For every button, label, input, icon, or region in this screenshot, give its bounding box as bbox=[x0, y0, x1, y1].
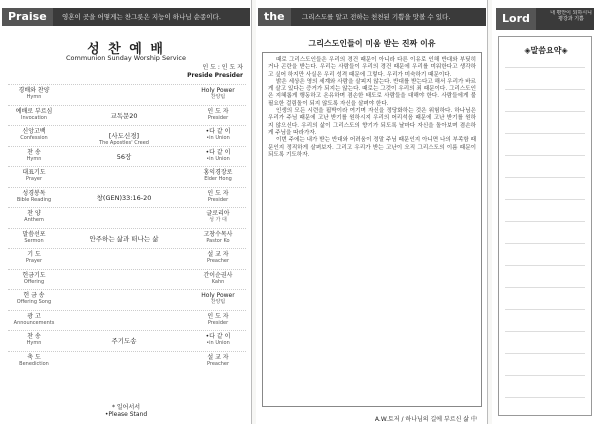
order-item-detail bbox=[64, 131, 184, 146]
order-item-en: Offering Song bbox=[16, 299, 52, 305]
order-item-ko: 찬 송 bbox=[27, 333, 41, 340]
notes-panel bbox=[492, 0, 600, 424]
order-item-ko: 헌금기도 bbox=[22, 271, 46, 279]
order-item-person-ko: 홍익경장로 bbox=[203, 169, 233, 176]
article-paragraph: 이번 주에는 내가 받는 반대와 어려움이 정말 주님 때문인지 아니면 나의 부족함 때문인지 정직하게 살펴보자. 그리고 우리가 받는 고난이 오직 그리스도의 이름 때문이 되도록 기도하자. bbox=[268, 137, 476, 158]
order-item-person bbox=[190, 333, 246, 347]
order-item-person-en: Presider bbox=[207, 319, 229, 326]
order-item-ko: 기 도 bbox=[27, 251, 41, 258]
order-item-en: Bible Reading bbox=[16, 196, 52, 203]
order-item-en: Prayer bbox=[25, 176, 43, 182]
order-item-person-en: 성 가 대 bbox=[209, 217, 227, 223]
leader-en: Preside Presider bbox=[187, 72, 243, 79]
order-item-detail-en: The Apostles' Creed bbox=[99, 140, 149, 146]
order-item-detail bbox=[64, 111, 184, 120]
order-row bbox=[8, 84, 246, 105]
lord-header bbox=[496, 8, 594, 30]
article-body bbox=[262, 52, 482, 407]
order-item-en: Hymn bbox=[26, 155, 42, 162]
order-item-person-ko: 고창수목사 bbox=[203, 230, 233, 238]
order-row bbox=[8, 289, 246, 310]
order-item-detail-main: 안주하는 삶과 떠나는 삶 bbox=[89, 234, 159, 243]
order-row bbox=[8, 207, 246, 228]
order-item-en: Sermon bbox=[24, 237, 44, 244]
lord-subtitle: 내 평안이 되하시니 평강과 기쁨 bbox=[550, 10, 592, 22]
note-line bbox=[505, 133, 585, 134]
order-item-person bbox=[190, 149, 246, 163]
order-item-person bbox=[190, 169, 246, 183]
order-item-ko: 신앙고백 bbox=[22, 128, 46, 135]
order-item-detail-main: 교독문20 bbox=[110, 111, 138, 120]
note-line bbox=[505, 375, 585, 376]
sermon-notes-box[interactable] bbox=[498, 36, 592, 416]
order-list bbox=[8, 84, 246, 371]
article-title: 그리스도인들이 미움 받는 진짜 이유 bbox=[308, 39, 436, 48]
praise-subtitle: 영혼이 곳을 어떻게는 찬그릇은 지능이 하나님 순종이다. bbox=[62, 13, 221, 21]
lord-tag: Lord bbox=[496, 8, 536, 30]
note-line bbox=[505, 89, 585, 90]
stand-ko: * 일어서서 bbox=[111, 404, 141, 411]
note-line bbox=[505, 331, 585, 332]
order-item-ko: 성경봉독 bbox=[22, 189, 46, 197]
order-item-detail-main: 창(GEN)33:16-20 bbox=[96, 193, 152, 202]
order-item-ko: 찬 송 bbox=[27, 148, 41, 156]
order-item-ko: 대표기도 bbox=[22, 169, 46, 176]
order-item-person bbox=[190, 272, 246, 286]
order-item-person bbox=[190, 354, 246, 368]
order-item-person-ko: Holy Power bbox=[201, 87, 235, 94]
order-item-en: Anthem bbox=[24, 217, 44, 223]
order-item-name bbox=[8, 251, 60, 265]
order-item-person-en: Presider bbox=[207, 114, 229, 121]
article-paragraph: 때로 그리스도인들은 우리의 경건 때문이 아니라 다른 이유로 인해 반대와 부딪히거나 곤란을 받는다. 우리는 사람들이 우리의 경건 때문에 우리를 미워한다고 생각하고 싶어 하지만 사실은 우리 성격 때문에 그렇다. 우리가 미숙하기 때문이다. bbox=[268, 57, 476, 78]
order-item-name bbox=[8, 354, 60, 368]
order-item-person bbox=[190, 108, 246, 122]
note-line bbox=[505, 309, 585, 310]
order-item-person bbox=[190, 87, 246, 101]
order-item-person-ko: 간이순권사 bbox=[203, 271, 233, 279]
order-item-detail bbox=[64, 193, 184, 202]
order-item-person-ko: 글로리아 bbox=[206, 210, 230, 217]
order-item-person-en: •in Union bbox=[206, 340, 230, 346]
order-item-person-en: 찬양팀 bbox=[210, 94, 226, 100]
order-item-name bbox=[8, 169, 60, 183]
order-row bbox=[8, 146, 246, 167]
order-row bbox=[8, 166, 246, 187]
order-item-en: Benediction bbox=[19, 360, 49, 367]
order-row bbox=[8, 125, 246, 146]
order-item-ko: 경배와 찬양 bbox=[18, 87, 50, 94]
order-item-person-en: •in Union bbox=[206, 155, 230, 162]
the-tag: the bbox=[258, 8, 291, 26]
order-item-name bbox=[8, 333, 60, 347]
order-item-person-ko: 설 교 자 bbox=[207, 251, 229, 258]
order-row bbox=[8, 248, 246, 269]
article-panel bbox=[256, 0, 488, 424]
order-item-person-ko: 설 교 자 bbox=[207, 353, 229, 361]
article-source: A.W.토저 / 하나님의 길에 부르신 삶 中 bbox=[374, 416, 477, 423]
order-item-name bbox=[8, 108, 60, 122]
order-item-ko: 찬 양 bbox=[27, 210, 41, 217]
stand-note bbox=[0, 404, 252, 418]
order-item-ko: 축 도 bbox=[27, 353, 41, 361]
order-item-person-en: Elder Hong bbox=[204, 176, 232, 182]
service-subtitle: Communion Sunday Worship Service bbox=[66, 54, 186, 62]
order-item-person-en: •in Union bbox=[206, 135, 230, 141]
service-leader bbox=[187, 64, 243, 80]
order-item-person-en: Preacher bbox=[206, 360, 230, 367]
order-item-en: Offering bbox=[23, 278, 45, 285]
order-item-name bbox=[8, 231, 60, 245]
order-item-detail-main: [사도신경] bbox=[108, 132, 140, 140]
sermon-notes-title: ◈말씀요약◈ bbox=[524, 46, 568, 55]
order-item-en: Prayer bbox=[25, 258, 43, 264]
order-item-person bbox=[190, 292, 246, 306]
order-item-detail-main: 56장 bbox=[116, 152, 132, 161]
order-item-name bbox=[8, 272, 60, 286]
order-item-person bbox=[190, 231, 246, 245]
order-item-person-ko: •다 같 이 bbox=[205, 148, 231, 156]
order-item-person bbox=[190, 251, 246, 265]
note-line bbox=[505, 155, 585, 156]
order-item-person-ko: •다 같 이 bbox=[205, 128, 231, 135]
order-item-person bbox=[190, 190, 246, 204]
order-row bbox=[8, 228, 246, 249]
praise-tag: Praise bbox=[2, 8, 53, 26]
order-item-person-ko: 인 도 자 bbox=[207, 107, 229, 115]
order-item-en: Hymn bbox=[26, 340, 42, 346]
order-item-person-ko: •다 같 이 bbox=[205, 333, 231, 340]
order-row bbox=[8, 351, 246, 372]
order-item-person-en: Pastor Ko bbox=[206, 237, 230, 244]
order-item-name bbox=[8, 128, 60, 142]
order-item-person-en: Kahn bbox=[211, 278, 225, 285]
order-item-name bbox=[8, 292, 60, 306]
order-item-detail-main: 주기도송 bbox=[111, 337, 137, 345]
worship-order-panel bbox=[0, 0, 252, 424]
order-item-person-en: Presider bbox=[207, 196, 229, 203]
order-item-en: Confession bbox=[20, 135, 48, 141]
order-item-ko: 말씀선포 bbox=[22, 230, 46, 238]
order-item-name bbox=[8, 87, 60, 101]
order-item-name bbox=[8, 190, 60, 204]
note-line bbox=[505, 111, 585, 112]
order-item-detail bbox=[64, 234, 184, 243]
note-line bbox=[505, 177, 585, 178]
the-subtitle: 그리스도를 알고 전하는 천천된 기쁨을 맛볼 수 있다. bbox=[302, 13, 451, 21]
note-line bbox=[505, 199, 585, 200]
order-row bbox=[8, 269, 246, 290]
order-item-en: Hymn bbox=[26, 94, 42, 100]
note-line bbox=[505, 243, 585, 244]
note-line bbox=[505, 221, 585, 222]
order-item-name bbox=[8, 313, 60, 327]
leader-ko: 인 도 : 인 도 자 bbox=[202, 64, 243, 71]
note-line bbox=[505, 265, 585, 266]
order-item-detail bbox=[64, 152, 184, 161]
order-item-person bbox=[190, 128, 246, 142]
stand-en: •Please Stand bbox=[104, 411, 148, 418]
note-line bbox=[505, 287, 585, 288]
praise-header bbox=[2, 8, 250, 26]
order-item-person-ko: 인 도 자 bbox=[207, 312, 229, 320]
service-title: 성 찬 예 배 bbox=[87, 42, 165, 57]
order-item-detail bbox=[64, 336, 184, 345]
article-paragraph: 인생의 모든 시련을 핍박이라 여기며 자신을 정당화하는 것은 위험하다. 하나님은 우리가 주님 때문에 고난 받기를 원하시지 우리의 어리석음 때문에 고난 받기를 원하지 않으신다. 우리의 삶이 그리스도의 향기가 되도록 날마다 자신을 돌아보며 겸손하게 주님을 따라가자. bbox=[268, 108, 476, 136]
order-item-ko: 예배로 부르심 bbox=[15, 107, 53, 115]
order-item-ko: 헌 금 송 bbox=[23, 292, 45, 299]
order-item-person-ko: 인 도 자 bbox=[207, 189, 229, 197]
article-paragraph: 밝은 세상은 영의 세계와 사람을 살피지 않는다. 반대를 받는다고 해서 우리가 바르게 살고 있다는 증거가 되지는 않는다. 때로는 그것이 우리의 죄 때문이다. 그리스도인은 지혜롭게 행동하고 온유하며 겸손한 태도로 사람들을 대해야 한다. 사람들에게 불필요한 걸림돌이 되지 않도록 자신을 살펴야 한다. bbox=[268, 78, 476, 107]
order-item-ko: 광 고 bbox=[27, 312, 41, 320]
order-row bbox=[8, 187, 246, 208]
the-header bbox=[258, 8, 486, 26]
order-item-person bbox=[190, 210, 246, 224]
order-item-en: Invocation bbox=[20, 114, 48, 121]
order-item-person-ko: Holy Power bbox=[201, 292, 235, 299]
order-item-name bbox=[8, 149, 60, 163]
order-item-person-en: Preacher bbox=[206, 258, 230, 264]
order-row bbox=[8, 310, 246, 331]
order-row bbox=[8, 330, 246, 351]
note-line bbox=[505, 353, 585, 354]
order-row bbox=[8, 105, 246, 126]
order-item-person bbox=[190, 313, 246, 327]
note-line bbox=[505, 67, 585, 68]
note-line bbox=[505, 397, 585, 398]
order-item-person-en: 찬양팀 bbox=[210, 299, 226, 305]
order-item-name bbox=[8, 210, 60, 224]
order-item-en: Announcements bbox=[13, 319, 55, 326]
